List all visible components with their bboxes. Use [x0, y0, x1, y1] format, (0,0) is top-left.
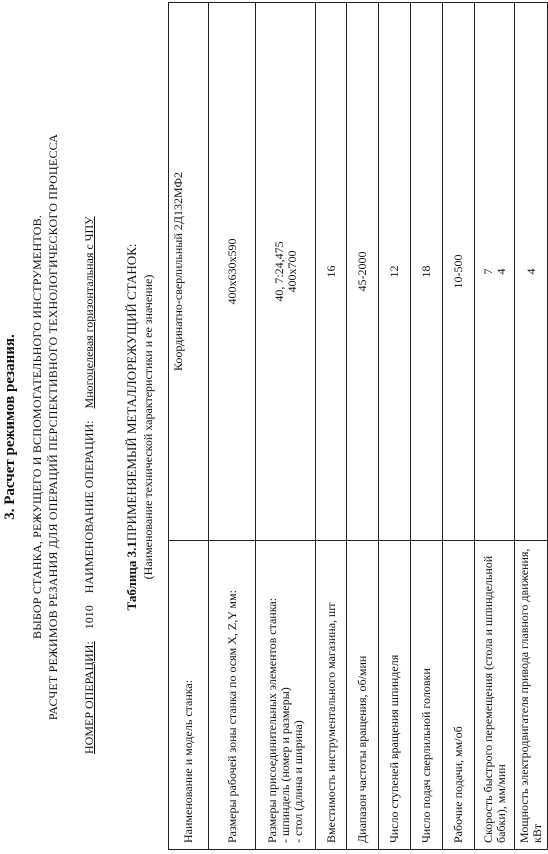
operation-name-value: Многоцелевая горизонтальная с ЧПУ — [82, 216, 96, 409]
spec-value: 45-2000 — [347, 3, 379, 541]
operation-name-label: НАИМЕНОВАНИЕ ОПЕРАЦИИ: — [82, 420, 96, 594]
spec-label: Рабочие подачи, мм/об — [443, 541, 475, 850]
spec-value-line: 40, 7:24,475 — [271, 241, 286, 302]
table-row — [515, 3, 548, 850]
table-row — [475, 3, 515, 850]
spec-value: 18 — [411, 3, 443, 541]
spec-label: Число ступеней вращения шпинделя — [379, 541, 411, 850]
section-subtitle: ВЫБОР СТАНКА, РЕЖУЩЕГО И ВСПОМОГАТЕЛЬНОГО ИНСТРУМЕНТОВ. — [30, 215, 44, 639]
operation-number-value: 1010 — [82, 605, 96, 630]
spec-value-line: 4 — [493, 268, 508, 275]
spec-label-line: - шпиндель (номер и размеры) — [278, 687, 292, 843]
table-number: Таблица 3.1 — [124, 541, 139, 611]
table-title: ПРИМЕНЯЕМЫЙ МЕТАЛЛОРЕЖУЩИЙ СТАНОК: — [124, 243, 139, 542]
table-caption — [124, 0, 140, 854]
spec-value — [256, 3, 316, 541]
spec-label: Число подач сверлильной головки — [411, 541, 443, 850]
spec-value-line: 400х700 — [284, 250, 299, 293]
spec-label: Наименование и модель станка: — [169, 541, 209, 850]
table-row — [209, 3, 256, 850]
spec-label: Вместимость инструментального магазина, шт — [316, 541, 347, 850]
operation-line — [82, 216, 97, 754]
spec-label: Размеры рабочей зоны станка по осям X, Z,Y мм: — [209, 541, 256, 850]
operation-number-label: НОМЕР ОПЕРАЦИИ: — [82, 641, 96, 754]
table-row — [443, 3, 475, 850]
spec-value: 12 — [379, 3, 411, 541]
spec-value: 4 — [515, 3, 548, 541]
spec-value: Координатно-сверлильный 2Д132МФ2 — [169, 3, 209, 541]
spec-label-line: - стол (длина и ширина) — [291, 720, 305, 843]
spec-label — [256, 541, 316, 850]
table-row — [347, 3, 379, 850]
table-row — [411, 3, 443, 850]
spec-label: Диапазон частоты вращения, об/мин — [347, 541, 379, 850]
spec-label-line: Размеры присоединительных элементов станка: — [265, 597, 279, 843]
spec-value: 10-500 — [443, 3, 475, 541]
table-row — [169, 3, 209, 850]
spec-value — [475, 3, 515, 541]
spec-value: 400х630х590 — [209, 3, 256, 541]
section-title: 3. Расчет режимов резания. — [2, 334, 18, 520]
spec-label: Мощность электродвигателя привода главного движения, кВт — [515, 541, 548, 850]
machine-specs-table — [168, 2, 548, 850]
spec-value: 16 — [316, 3, 347, 541]
table-row — [379, 3, 411, 850]
section-subtitle: РАСЧЕТ РЕЖИМОВ РЕЗАНИЯ ДЛЯ ОПЕРАЦИЙ ПЕРСПЕКТИВНОГО ТЕХНОЛОГИЧЕСКОГО ПРОЦЕССА — [46, 133, 60, 721]
table-row — [316, 3, 347, 850]
table-row — [256, 3, 316, 850]
table-caption-note: (Наименование технической характеристики и ее значение) — [141, 274, 155, 580]
spec-label: Скорость быстрого перемещения (стола и шпиндельной бабки), мм/мин — [475, 541, 515, 850]
spec-value-line: 7 — [480, 268, 495, 275]
